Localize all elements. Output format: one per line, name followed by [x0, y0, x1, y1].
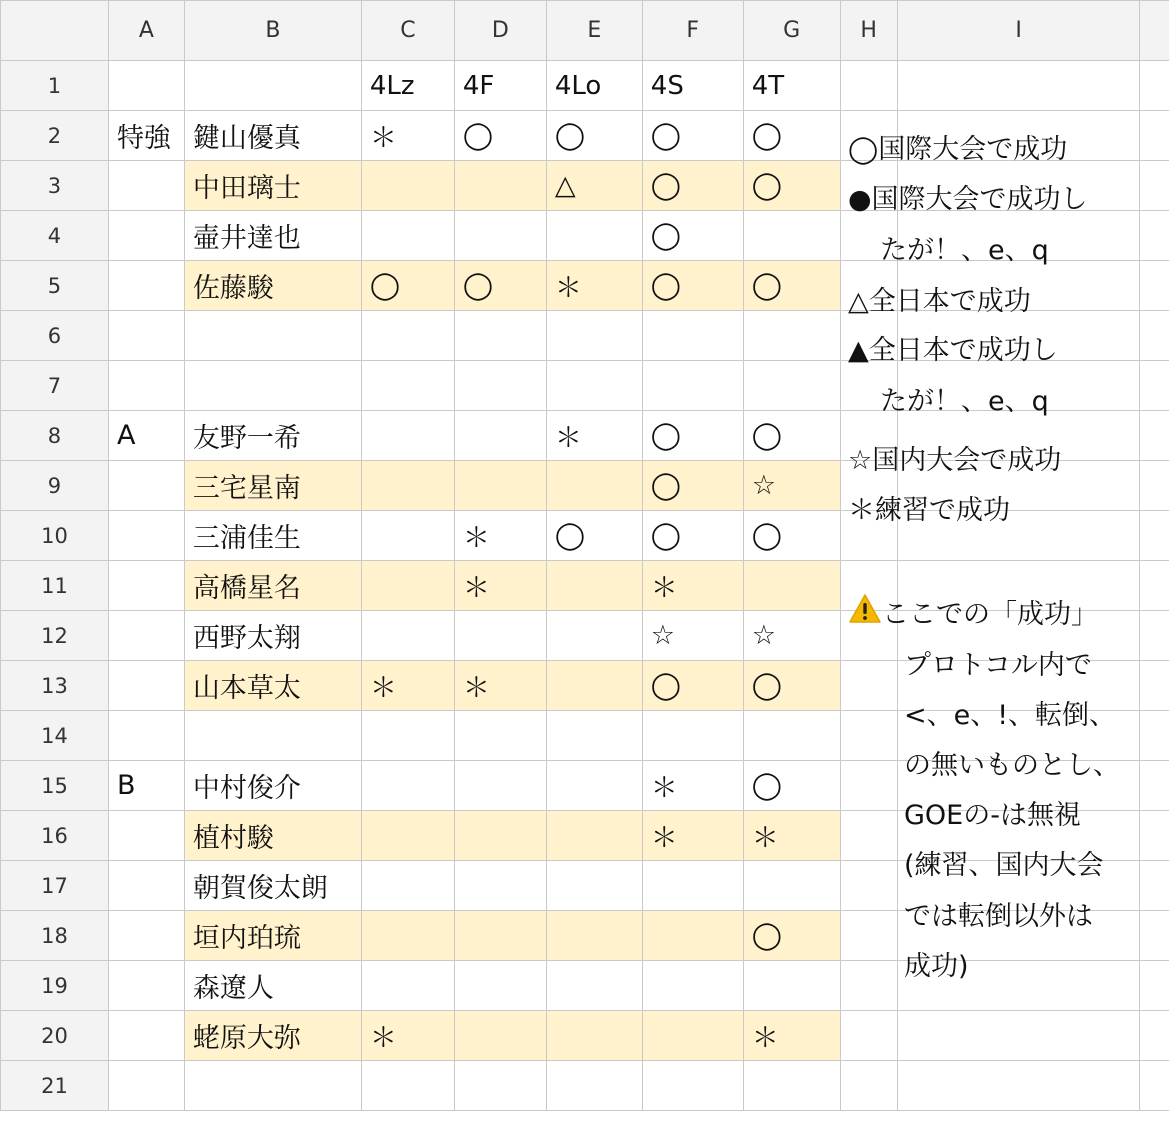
cell-overflow — [1140, 261, 1169, 311]
cell-mark-4t[interactable]: ◯ — [743, 261, 840, 311]
warning-icon — [848, 593, 882, 632]
cell-overflow — [1140, 911, 1169, 961]
row-header[interactable]: 8 — [1, 411, 109, 461]
cell-mark-4s[interactable]: ☆ — [642, 611, 743, 661]
column-header-g[interactable]: G — [743, 1, 840, 61]
cell-mark-4f[interactable] — [454, 811, 546, 861]
row-header[interactable]: 5 — [1, 261, 109, 311]
sheet-row — [1, 961, 1169, 1011]
cell-mark-4f[interactable] — [454, 911, 546, 961]
cell-skater-name[interactable]: 蛯原大弥 — [184, 1011, 361, 1061]
cell-mark-4lz[interactable] — [361, 961, 454, 1011]
cell-overflow — [1140, 61, 1169, 111]
cell-mark-4s[interactable]: ◯ — [642, 511, 743, 561]
cell-mark-4s[interactable]: ◯ — [642, 111, 743, 161]
cell-mark-4t[interactable]: ◯ — [743, 111, 840, 161]
cell-skater-name[interactable]: 西野太翔 — [184, 611, 361, 661]
cell-skater-name[interactable]: 佐藤駿 — [184, 261, 361, 311]
cell-overflow — [1140, 1011, 1169, 1061]
legend-line: ◯国際大会で成功 — [848, 134, 1068, 165]
column-header-overflow — [1140, 1, 1169, 61]
cell-group[interactable] — [108, 711, 184, 761]
cell-overflow — [1140, 461, 1169, 511]
cell-mark-4s[interactable] — [642, 361, 743, 411]
cell-mark-4lz[interactable]: ＊ — [361, 1011, 454, 1061]
cell-mark-4lz[interactable] — [361, 561, 454, 611]
note-line: 成功) — [904, 951, 969, 982]
cell-mark-4f[interactable] — [454, 461, 546, 511]
cell-mark-4lo[interactable]: △ — [546, 161, 642, 211]
cell-group[interactable] — [108, 1061, 184, 1111]
cell-mark-4s[interactable]: ＊ — [642, 811, 743, 861]
cell-mark-4t[interactable]: ◯ — [743, 661, 840, 711]
cell-h[interactable] — [840, 1011, 897, 1061]
row-header[interactable]: 20 — [1, 1011, 109, 1061]
cell-mark-4f[interactable]: ＊ — [454, 661, 546, 711]
cell-group[interactable] — [108, 661, 184, 711]
cell-mark-4lo[interactable]: ◯ — [546, 111, 642, 161]
cell-mark-4lo[interactable]: ＊ — [546, 411, 642, 461]
cell-overflow — [1140, 511, 1169, 561]
cell-skater-name[interactable] — [184, 61, 361, 111]
column-header-d[interactable]: D — [454, 1, 546, 61]
legend-line: ＊練習で成功 — [848, 495, 1010, 526]
cell-mark-4lo[interactable] — [546, 1011, 642, 1061]
cell-mark-4s[interactable]: ◯ — [642, 411, 743, 461]
cell-mark-4f[interactable]: 4F — [454, 61, 546, 111]
column-header-e[interactable]: E — [546, 1, 642, 61]
cell-mark-4s[interactable]: ＊ — [642, 561, 743, 611]
note-line: (練習、国内大会 — [904, 850, 1104, 881]
sheet-row — [1, 1061, 1169, 1111]
cell-mark-4lo[interactable] — [546, 561, 642, 611]
column-header-f[interactable]: F — [642, 1, 743, 61]
cell-h[interactable] — [840, 911, 897, 961]
cell-mark-4lo[interactable] — [546, 361, 642, 411]
cell-h[interactable] — [840, 661, 897, 711]
cell-overflow — [1140, 161, 1169, 211]
cell-mark-4lo[interactable] — [546, 611, 642, 661]
cell-mark-4t[interactable]: ＊ — [743, 811, 840, 861]
row-header[interactable]: 3 — [1, 161, 109, 211]
row-header[interactable]: 21 — [1, 1061, 109, 1111]
cell-mark-4t[interactable]: ◯ — [743, 511, 840, 561]
note-line — [848, 592, 1098, 632]
cell-group[interactable] — [108, 911, 184, 961]
column-header-c[interactable]: C — [361, 1, 454, 61]
legend-line: ●国際大会で成功し — [848, 184, 1088, 215]
cell-mark-4t[interactable]: ◯ — [743, 411, 840, 461]
cell-h[interactable] — [840, 761, 897, 811]
row-header[interactable]: 7 — [1, 361, 109, 411]
cell-mark-4t[interactable]: ◯ — [743, 911, 840, 961]
row-header[interactable]: 1 — [1, 61, 109, 111]
cell-skater-name[interactable]: 垣内珀琉 — [184, 911, 361, 961]
cell-mark-4t[interactable] — [743, 1061, 840, 1111]
row-header[interactable]: 10 — [1, 511, 109, 561]
cell-mark-4s[interactable] — [642, 311, 743, 361]
cell-mark-4s[interactable] — [642, 911, 743, 961]
cell-group[interactable] — [108, 961, 184, 1011]
note-line: GOEの-は無視 — [904, 800, 1081, 831]
row-header[interactable]: 6 — [1, 311, 109, 361]
cell-h[interactable] — [840, 711, 897, 761]
cell-mark-4f[interactable]: ◯ — [454, 261, 546, 311]
cell-mark-4s[interactable] — [642, 861, 743, 911]
cell-mark-4s[interactable] — [642, 1061, 743, 1111]
cell-group[interactable] — [108, 261, 184, 311]
cell-group[interactable] — [108, 561, 184, 611]
cell-mark-4t[interactable] — [743, 961, 840, 1011]
row-header[interactable]: 17 — [1, 861, 109, 911]
cell-mark-4s[interactable] — [642, 1011, 743, 1061]
cell-skater-name[interactable] — [184, 711, 361, 761]
cell-group[interactable] — [108, 361, 184, 411]
cell-mark-4f[interactable] — [454, 611, 546, 661]
cell-mark-4lz[interactable] — [361, 711, 454, 761]
legend-line: △全日本で成功 — [848, 286, 1031, 317]
cell-h[interactable] — [840, 961, 897, 1011]
cell-mark-4lz[interactable] — [361, 861, 454, 911]
column-header-a[interactable]: A — [108, 1, 184, 61]
cell-group[interactable] — [108, 311, 184, 361]
legend-line: たが！、e、q — [880, 235, 1049, 266]
cell-mark-4f[interactable] — [454, 211, 546, 261]
cell-i[interactable] — [897, 61, 1140, 111]
cell-mark-4lz[interactable]: ◯ — [361, 261, 454, 311]
row-header[interactable]: 13 — [1, 661, 109, 711]
cell-group[interactable]: B — [108, 761, 184, 811]
cell-skater-name[interactable]: 鍵山優真 — [184, 111, 361, 161]
cell-skater-name[interactable] — [184, 311, 361, 361]
cell-mark-4t[interactable] — [743, 861, 840, 911]
cell-mark-4t[interactable]: ◯ — [743, 161, 840, 211]
cell-mark-4lz[interactable]: ＊ — [361, 111, 454, 161]
cell-mark-4lz[interactable] — [361, 1061, 454, 1111]
cell-mark-4lo[interactable] — [546, 861, 642, 911]
cell-mark-4lo[interactable] — [546, 761, 642, 811]
cell-mark-4f[interactable] — [454, 711, 546, 761]
legend-line: ☆国内大会で成功 — [848, 445, 1062, 476]
cell-i[interactable] — [897, 1061, 1140, 1111]
cell-mark-4lz[interactable] — [361, 211, 454, 261]
cell-skater-name[interactable]: 中村俊介 — [184, 761, 361, 811]
cell-mark-4s[interactable] — [642, 711, 743, 761]
row-header[interactable]: 2 — [1, 111, 109, 161]
cell-mark-4f[interactable]: ◯ — [454, 111, 546, 161]
cell-mark-4lo[interactable] — [546, 311, 642, 361]
cell-mark-4t[interactable]: 4T — [743, 61, 840, 111]
cell-h[interactable] — [840, 61, 897, 111]
cell-mark-4lz[interactable]: 4Lz — [361, 61, 454, 111]
cell-mark-4lo[interactable] — [546, 811, 642, 861]
cell-mark-4lz[interactable] — [361, 511, 454, 561]
cell-mark-4t[interactable]: ☆ — [743, 611, 840, 661]
cell-overflow — [1140, 761, 1169, 811]
cell-mark-4f[interactable] — [454, 311, 546, 361]
cell-mark-4t[interactable] — [743, 561, 840, 611]
cell-i[interactable] — [897, 1011, 1140, 1061]
note-line-text: ここでの「成功」 — [882, 599, 1098, 630]
cell-skater-name[interactable]: 壷井達也 — [184, 211, 361, 261]
cell-mark-4lz[interactable] — [361, 411, 454, 461]
cell-group[interactable] — [108, 511, 184, 561]
column-header-h[interactable]: H — [840, 1, 897, 61]
cell-mark-4t[interactable] — [743, 361, 840, 411]
cell-overflow — [1140, 711, 1169, 761]
cell-mark-4lo[interactable] — [546, 661, 642, 711]
cell-group[interactable] — [108, 611, 184, 661]
cell-mark-4t[interactable] — [743, 711, 840, 761]
row-header[interactable]: 16 — [1, 811, 109, 861]
cell-mark-4f[interactable] — [454, 361, 546, 411]
sheet-row — [1, 61, 1169, 111]
cell-mark-4s[interactable]: ◯ — [642, 261, 743, 311]
cell-skater-name[interactable]: 山本草太 — [184, 661, 361, 711]
row-header[interactable]: 9 — [1, 461, 109, 511]
legend-line: たが！、e、q — [880, 386, 1049, 417]
cell-mark-4f[interactable] — [454, 1011, 546, 1061]
legend-line: ▲全日本で成功し — [848, 335, 1058, 366]
cell-mark-4f[interactable]: ＊ — [454, 561, 546, 611]
cell-skater-name[interactable] — [184, 361, 361, 411]
cell-mark-4t[interactable] — [743, 211, 840, 261]
select-all-corner[interactable] — [1, 1, 109, 61]
cell-group[interactable] — [108, 1011, 184, 1061]
cell-overflow — [1140, 861, 1169, 911]
cell-overflow — [1140, 1061, 1169, 1111]
cell-overflow — [1140, 961, 1169, 1011]
cell-skater-name[interactable]: 三浦佳生 — [184, 511, 361, 561]
cell-skater-name[interactable]: 朝賀俊太朗 — [184, 861, 361, 911]
cell-mark-4s[interactable]: ◯ — [642, 661, 743, 711]
cell-mark-4lo[interactable] — [546, 711, 642, 761]
sheet-row — [1, 1011, 1169, 1061]
cell-mark-4s[interactable]: ＊ — [642, 761, 743, 811]
cell-overflow — [1140, 211, 1169, 261]
cell-mark-4lo[interactable] — [546, 211, 642, 261]
cell-overflow — [1140, 811, 1169, 861]
cell-mark-4s[interactable]: ◯ — [642, 161, 743, 211]
cell-mark-4f[interactable] — [454, 961, 546, 1011]
row-header[interactable]: 12 — [1, 611, 109, 661]
cell-group[interactable]: A — [108, 411, 184, 461]
cell-mark-4f[interactable] — [454, 861, 546, 911]
cell-mark-4lo[interactable]: ◯ — [546, 511, 642, 561]
cell-mark-4f[interactable] — [454, 411, 546, 461]
cell-overflow — [1140, 561, 1169, 611]
cell-mark-4lz[interactable] — [361, 811, 454, 861]
cell-mark-4lo[interactable] — [546, 461, 642, 511]
cell-mark-4lz[interactable] — [361, 461, 454, 511]
cell-skater-name[interactable]: 森遼人 — [184, 961, 361, 1011]
cell-h[interactable] — [840, 811, 897, 861]
column-header-row — [1, 1, 1169, 61]
cell-mark-4t[interactable]: ☆ — [743, 461, 840, 511]
cell-mark-4s[interactable]: ◯ — [642, 211, 743, 261]
note-line: の無いものとし、 — [904, 750, 1120, 781]
cell-mark-4t[interactable]: ◯ — [743, 761, 840, 811]
cell-overflow — [1140, 611, 1169, 661]
column-header-b[interactable]: B — [184, 1, 361, 61]
row-header[interactable]: 18 — [1, 911, 109, 961]
cell-skater-name[interactable]: 中田璃士 — [184, 161, 361, 211]
cell-mark-4f[interactable] — [454, 161, 546, 211]
row-header[interactable]: 14 — [1, 711, 109, 761]
cell-group[interactable] — [108, 811, 184, 861]
cell-group[interactable] — [108, 861, 184, 911]
cell-group[interactable] — [108, 161, 184, 211]
cell-mark-4lo[interactable]: 4Lo — [546, 61, 642, 111]
cell-h[interactable] — [840, 861, 897, 911]
cell-mark-4lo[interactable] — [546, 1061, 642, 1111]
cell-overflow — [1140, 111, 1169, 161]
cell-mark-4f[interactable] — [454, 761, 546, 811]
row-header[interactable]: 15 — [1, 761, 109, 811]
row-header[interactable]: 11 — [1, 561, 109, 611]
cell-mark-4lo[interactable]: ＊ — [546, 261, 642, 311]
cell-mark-4lo[interactable] — [546, 961, 642, 1011]
cell-mark-4f[interactable] — [454, 1061, 546, 1111]
cell-mark-4t[interactable] — [743, 311, 840, 361]
cell-mark-4lz[interactable] — [361, 911, 454, 961]
row-header[interactable]: 19 — [1, 961, 109, 1011]
note-line: では転倒以外は — [904, 901, 1093, 932]
cell-skater-name[interactable]: 三宅星南 — [184, 461, 361, 511]
cell-skater-name[interactable]: 友野一希 — [184, 411, 361, 461]
note-line: プロトコル内で — [904, 650, 1092, 681]
row-header[interactable]: 4 — [1, 211, 109, 261]
cell-overflow — [1140, 311, 1169, 361]
cell-mark-4lz[interactable] — [361, 161, 454, 211]
cell-overflow — [1140, 661, 1169, 711]
cell-mark-4s[interactable] — [642, 961, 743, 1011]
cell-group[interactable] — [108, 211, 184, 261]
cell-mark-4lz[interactable] — [361, 761, 454, 811]
cell-skater-name[interactable]: 植村駿 — [184, 811, 361, 861]
cell-skater-name[interactable] — [184, 1061, 361, 1111]
cell-mark-4t[interactable]: ＊ — [743, 1011, 840, 1061]
cell-mark-4lz[interactable] — [361, 311, 454, 361]
cell-h[interactable] — [840, 1061, 897, 1111]
cell-skater-name[interactable]: 高橋星名 — [184, 561, 361, 611]
cell-group[interactable] — [108, 61, 184, 111]
cell-mark-4s[interactable]: 4S — [642, 61, 743, 111]
cell-mark-4s[interactable]: ◯ — [642, 461, 743, 511]
cell-mark-4lz[interactable] — [361, 361, 454, 411]
cell-mark-4lz[interactable] — [361, 611, 454, 661]
column-header-i[interactable]: I — [897, 1, 1140, 61]
cell-mark-4lz[interactable]: ＊ — [361, 661, 454, 711]
cell-mark-4lo[interactable] — [546, 911, 642, 961]
cell-overflow — [1140, 361, 1169, 411]
cell-group[interactable] — [108, 461, 184, 511]
note-line: <、e、!、転倒、 — [904, 700, 1117, 731]
cell-overflow — [1140, 411, 1169, 461]
cell-group[interactable]: 特強 — [108, 111, 184, 161]
cell-mark-4f[interactable]: ＊ — [454, 511, 546, 561]
